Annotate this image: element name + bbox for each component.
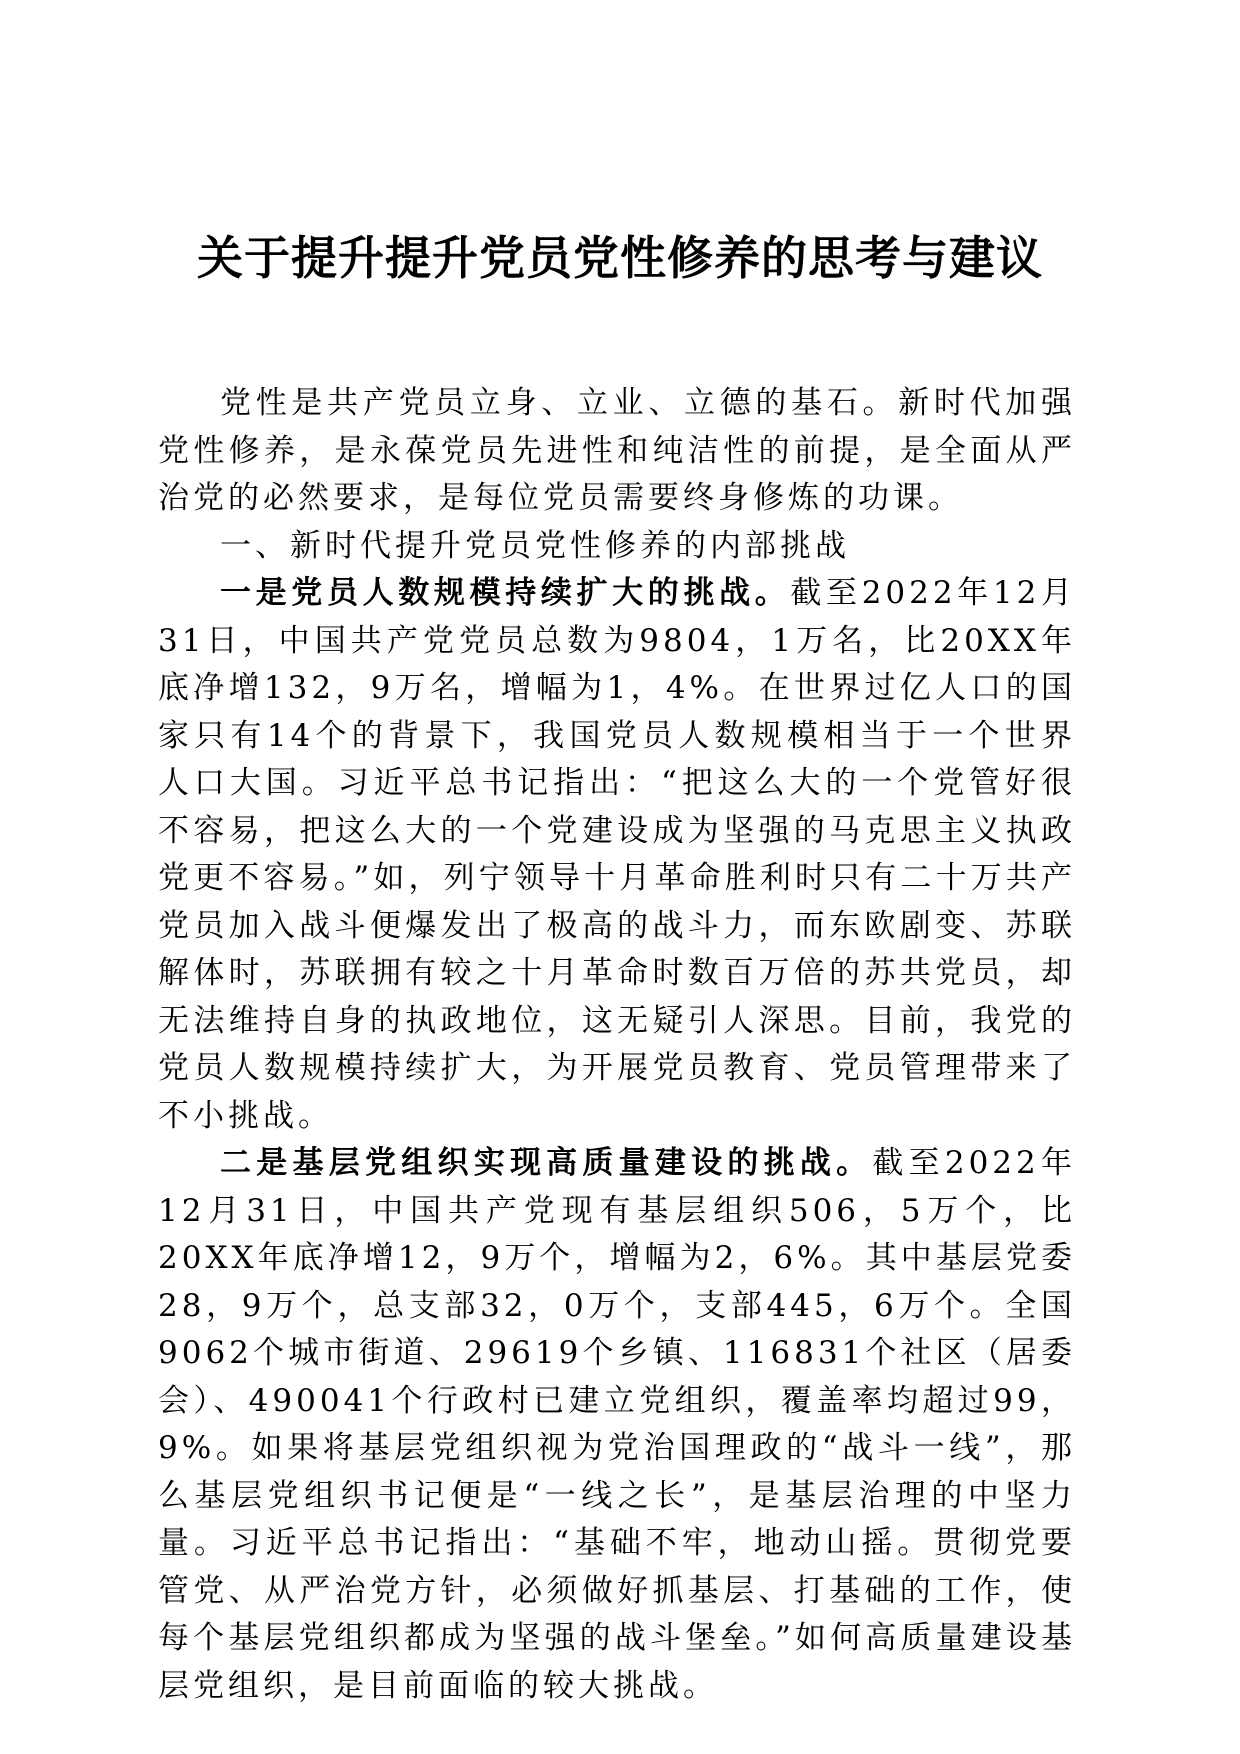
point-one-body: 截至2022年12月31日，中国共产党党员总数为9804，1万名，比20XX年底净增132，9万名，增幅为1，4%。在世界过亿人口的国家只有14个的背景下，我国党员人数规模相当于一个世界人口大国。习近平总书记指出：“把这么大的一个党管好很不容易，把这么大的一个党建设成为坚强的马克思主义执政党更不容易。”如，列宁领导十月革命胜利时只有二十万共产党员加入战斗便爆发出了极高的战斗力，而东欧剧变、苏联解体时，苏联拥有较之十月革命时数百万倍的苏共党员，却无法维持自身的执政地位，这无疑引人深思。目前，我党的党员人数规模持续扩大，为开展党员教育、党员管理带来了不小挑战。 xyxy=(158,575,1076,1134)
document-body xyxy=(158,380,1076,1710)
document-title: 关于提升提升党员党性修养的思考与建议 xyxy=(197,231,1043,285)
section-one-heading: 一、新时代提升党员党性修养的内部挑战 xyxy=(220,527,850,564)
point-two-lead: 二是基层党组织实现高质量建设的挑战。 xyxy=(220,1145,873,1181)
point-one-paragraph xyxy=(158,570,1076,1140)
point-one-lead: 一是党员人数规模持续扩大的挑战。 xyxy=(220,575,791,611)
point-two-paragraph xyxy=(158,1140,1076,1710)
point-two-body: 截至2022年12月31日，中国共产党现有基层组织506，5万个，比20XX年底净增12，9万个，增幅为2，6%。其中基层党委28，9万个，总支部32，0万个，支部445，6万个。全国9062个城市街道、29619个乡镇、116831个社区（居委会）、490041个行政村已建立党组织，覆盖率均超过99，9%。如果将基层党组织视为党治国理政的“战斗一线”，那么基层党组织书记便是“一线之长”，是基层治理的中坚力量。习近平总书记指出：“基础不牢，地动山摇。贯彻党要管党、从严治党方针，必须做好抓基层、打基础的工作，使每个基层党组织都成为坚强的战斗堡垒。”如何高质量建设基层党组织，是目前面临的较大挑战。 xyxy=(158,1145,1076,1704)
intro-paragraph: 党性是共产党员立身、立业、立德的基石。新时代加强党性修养，是永葆党员先进性和纯洁性的前提，是全面从严治党的必然要求，是每位党员需要终身修炼的功课。 xyxy=(158,385,1076,516)
